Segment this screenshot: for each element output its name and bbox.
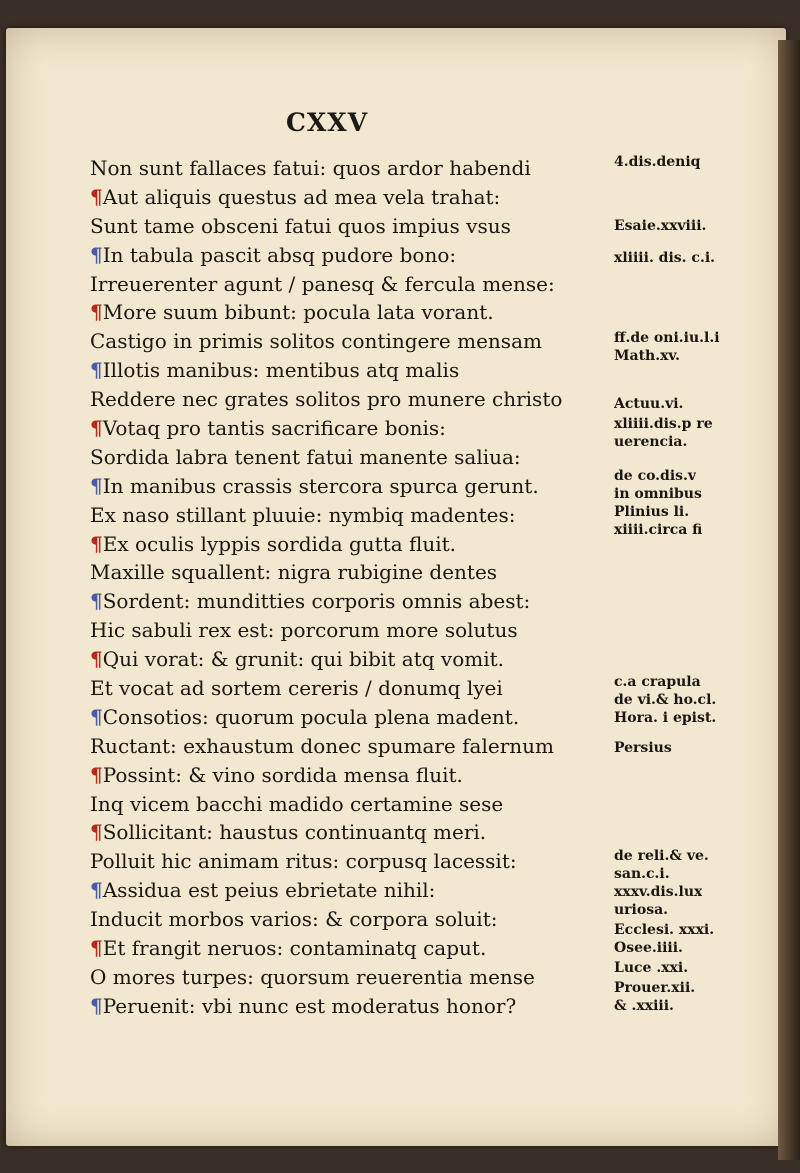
marginal-note: in omnibus [614,486,702,502]
verse-text: Ex oculis lyppis sordida gutta fluit. [102,531,457,556]
pilcrow-mark: ¶ [90,300,103,325]
verse-line [90,761,590,790]
verse-text: In tabula pascit absq pudore bono: [102,242,457,267]
pilcrow-mark: ¶ [90,242,103,267]
pilcrow-mark: ¶ [90,878,103,903]
verse-text: Sollicitant: haustus continuantq meri. [102,820,487,845]
marginal-note: uriosa. [614,902,669,918]
verse-text: Possint: & vino sordida mensa fluit. [102,762,463,787]
pilcrow-mark: ¶ [90,704,103,729]
marginal-note: Ecclesi. xxxi. [614,922,715,938]
verse-text: Ructant: exhaustum donec spumare falernum [90,733,554,758]
book-page [6,28,786,1146]
pilcrow-mark: ¶ [90,762,103,787]
pilcrow-mark: ¶ [90,820,103,845]
verse-text: Assidua est peius ebrietate nihil: [102,878,436,903]
verse-text: Non sunt fallaces fatui: quos ardor habendi [90,156,531,180]
verse-line [90,212,590,241]
verse-line [90,270,590,299]
marginal-note: Plinius li. [614,504,690,520]
pilcrow-mark: ¶ [90,473,103,498]
marginal-note: Hora. i epist. [614,710,717,726]
verse-text: Maxille squallent: nigra rubigine dentes [90,560,498,585]
pilcrow-mark: ¶ [90,416,103,441]
verse-line [90,992,590,1021]
verse-line [90,934,590,963]
marginal-note: & .xxiii. [614,998,674,1014]
verse-text: Inducit morbos varios: & corpora soluit: [90,907,498,932]
verse-line [90,241,590,270]
verse-text: Hic sabuli rex est: porcorum more solutus [90,618,518,643]
verse-line [90,587,590,616]
verse-line [90,818,590,847]
verse-line [90,501,590,530]
verse-line [90,616,590,645]
verse-text: Et frangit neruos: contaminatq caput. [102,936,487,961]
verse-line [90,298,590,327]
verse-line [90,183,590,212]
marginal-note: Math.xv. [614,348,681,364]
marginal-note: uerencia. [614,434,688,450]
verse-line [90,645,590,674]
verse-line [90,356,590,385]
marginal-note: xliiii.dis.p re [614,416,713,432]
marginal-note: Esaie.xxviii. [614,218,707,234]
verse-text: Votaq pro tantis sacrificare bonis: [102,416,446,441]
verse-text: In manibus crassis stercora spurca gerunt. [102,473,539,498]
verse-line [90,703,590,732]
pilcrow-mark: ¶ [90,184,103,209]
verse-line [90,385,590,414]
marginal-note: Persius [614,740,672,756]
pilcrow-mark: ¶ [90,531,103,556]
verse-text: Et vocat ad sortem cereris / donumq lyei [90,676,503,701]
verse-text: Castigo in primis solitos contingere mensam [90,329,542,354]
verse-text: Illotis manibus: mentibus atq malis [102,358,460,383]
marginal-note: Actuu.vi. [614,396,684,412]
verse-line [90,530,590,559]
verse-line [90,472,590,501]
marginal-note: de co.dis.v [614,468,697,484]
verse-text: Polluit hic animam ritus: corpusq lacessit: [90,849,517,874]
verse-line [90,443,590,472]
verse-text: Consotios: quorum pocula plena madent. [102,704,520,729]
main-text-column [90,154,590,1021]
pilcrow-mark: ¶ [90,993,103,1018]
verse-line [90,414,590,443]
verse-line [90,876,590,905]
marginal-note: de vi.& ho.cl. [614,692,717,708]
marginal-note: c.a crapula [614,674,701,690]
verse-text: Sunt tame obsceni fatui quos impius vsus [90,213,511,238]
marginal-note: san.c.i. [614,866,670,882]
marginal-note: Osee.iiii. [614,940,683,956]
verse-line [90,154,590,183]
marginal-note: ff.de oni.iu.l.i [614,330,720,346]
pilcrow-mark: ¶ [90,589,103,614]
verse-text: O mores turpes: quorsum reuerentia mense [90,964,535,989]
marginal-note: Luce .xxi. [614,960,689,976]
pilcrow-mark: ¶ [90,936,103,961]
verse-line [90,558,590,587]
verse-text: Aut aliquis questus ad mea vela trahat: [102,184,501,209]
verse-line [90,847,590,876]
pilcrow-mark: ¶ [90,647,103,672]
marginal-note: 4.dis.deniq [614,154,701,170]
marginal-note: xiiii.circa fi [614,522,703,538]
verse-text: Irreuerenter agunt / panesq & fercula mense: [90,271,555,296]
verse-line [90,732,590,761]
marginal-note: xliiii. dis. c.i. [614,250,716,266]
verse-line [90,327,590,356]
verse-text: Reddere nec grates solitos pro munere christo [90,387,563,412]
verse-text: Inq vicem bacchi madido certamine sese [90,791,504,816]
verse-text: Peruenit: vbi nunc est moderatus honor? [102,993,517,1018]
pilcrow-mark: ¶ [90,358,103,383]
verse-text: Ex naso stillant pluuie: nymbiq madentes: [90,502,516,527]
verse-line [90,905,590,934]
verse-text: Sordida labra tenent fatui manente saliua: [90,444,521,469]
verse-text: Qui vorat: & grunit: qui bibit atq vomit. [102,647,504,672]
verse-text: Sordent: munditties corporis omnis abest: [102,589,531,614]
verse-line [90,963,590,992]
marginal-note: de reli.& ve. [614,848,709,864]
marginal-note: Prouer.xii. [614,980,696,996]
verse-text: More suum bibunt: pocula lata vorant. [102,300,494,325]
book-edge [778,40,800,1160]
verse-line [90,674,590,703]
folio-number: CXXV [286,108,369,137]
verse-line [90,790,590,819]
marginal-note: xxxv.dis.lux [614,884,703,900]
